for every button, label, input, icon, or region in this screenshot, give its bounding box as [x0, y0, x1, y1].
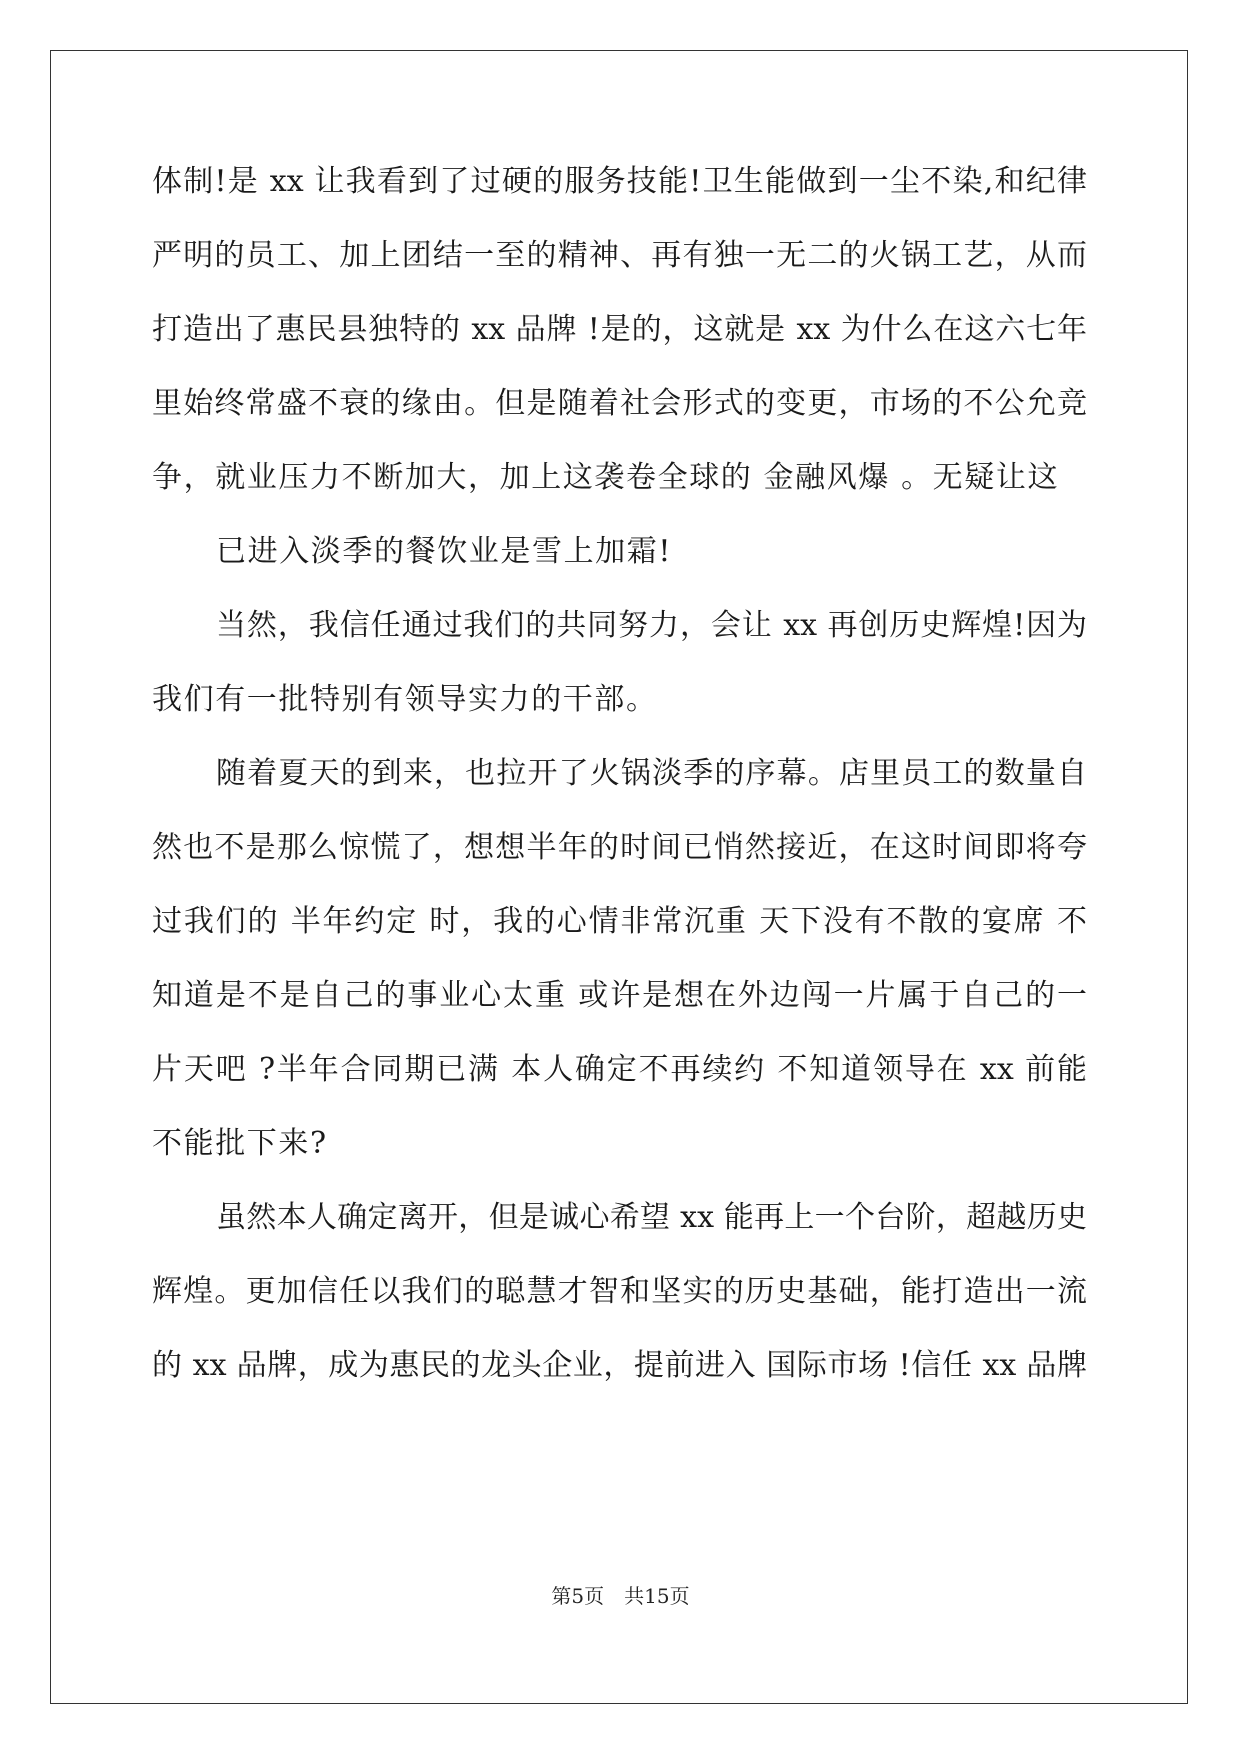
text-line: 我们有一批特别有领导实力的干部。 [152, 682, 658, 717]
page-border [50, 50, 1188, 1704]
text-line: 的 xx 品牌，成为惠民的龙头企业，提前进入 国际市场 !信任 xx 品牌 [152, 1348, 1087, 1383]
text-line: 当然，我信任通过我们的共同努力，会让 xx 再创历史辉煌!因为 [216, 608, 1087, 643]
text-line: 虽然本人确定离开，但是诚心希望 xx 能再上一个台阶，超越历史 [216, 1200, 1087, 1235]
text-line: 不能批下来? [152, 1126, 328, 1161]
text-line: 严明的员工、加上团结一至的精神、再有独一无二的火锅工艺，从而 [152, 238, 1087, 273]
text-line: 辉煌。更加信任以我们的聪慧才智和坚实的历史基础，能打造出一流 [152, 1274, 1087, 1309]
text-line: 里始终常盛不衰的缘由。但是随着社会形式的变更，市场的不公允竞 [152, 386, 1087, 421]
text-line: 片天吧 ?半年合同期已满 本人确定不再续约 不知道领导在 xx 前能 [152, 1052, 1087, 1087]
page-footer [0, 1582, 1241, 1610]
text-line: 随着夏天的到来，也拉开了火锅淡季的序幕。店里员工的数量自 [216, 756, 1087, 791]
text-line: 打造出了惠民县独特的 xx 品牌 !是的，这就是 xx 为什么在这六七年 [152, 312, 1087, 347]
text-line: 然也不是那么惊慌了，想想半年的时间已悄然接近，在这时间即将夸 [152, 830, 1087, 865]
text-line: 体制!是 xx 让我看到了过硬的服务技能!卫生能做到一尘不染,和纪律 [152, 164, 1087, 199]
text-line: 过我们的 半年约定 时，我的心情非常沉重 天下没有不散的宴席 不 [152, 904, 1087, 939]
page-number-total: 共15页 [624, 1584, 690, 1608]
text-line: 知道是不是自己的事业心太重 或许是想在外边闯一片属于自己的一 [152, 978, 1087, 1013]
text-line: 争，就业压力不断加大，加上这袭卷全球的 金融风爆 。无疑让这 [152, 460, 1060, 495]
page-number-current: 第5页 [551, 1584, 605, 1608]
text-line: 已进入淡季的餐饮业是雪上加霜! [216, 534, 673, 569]
